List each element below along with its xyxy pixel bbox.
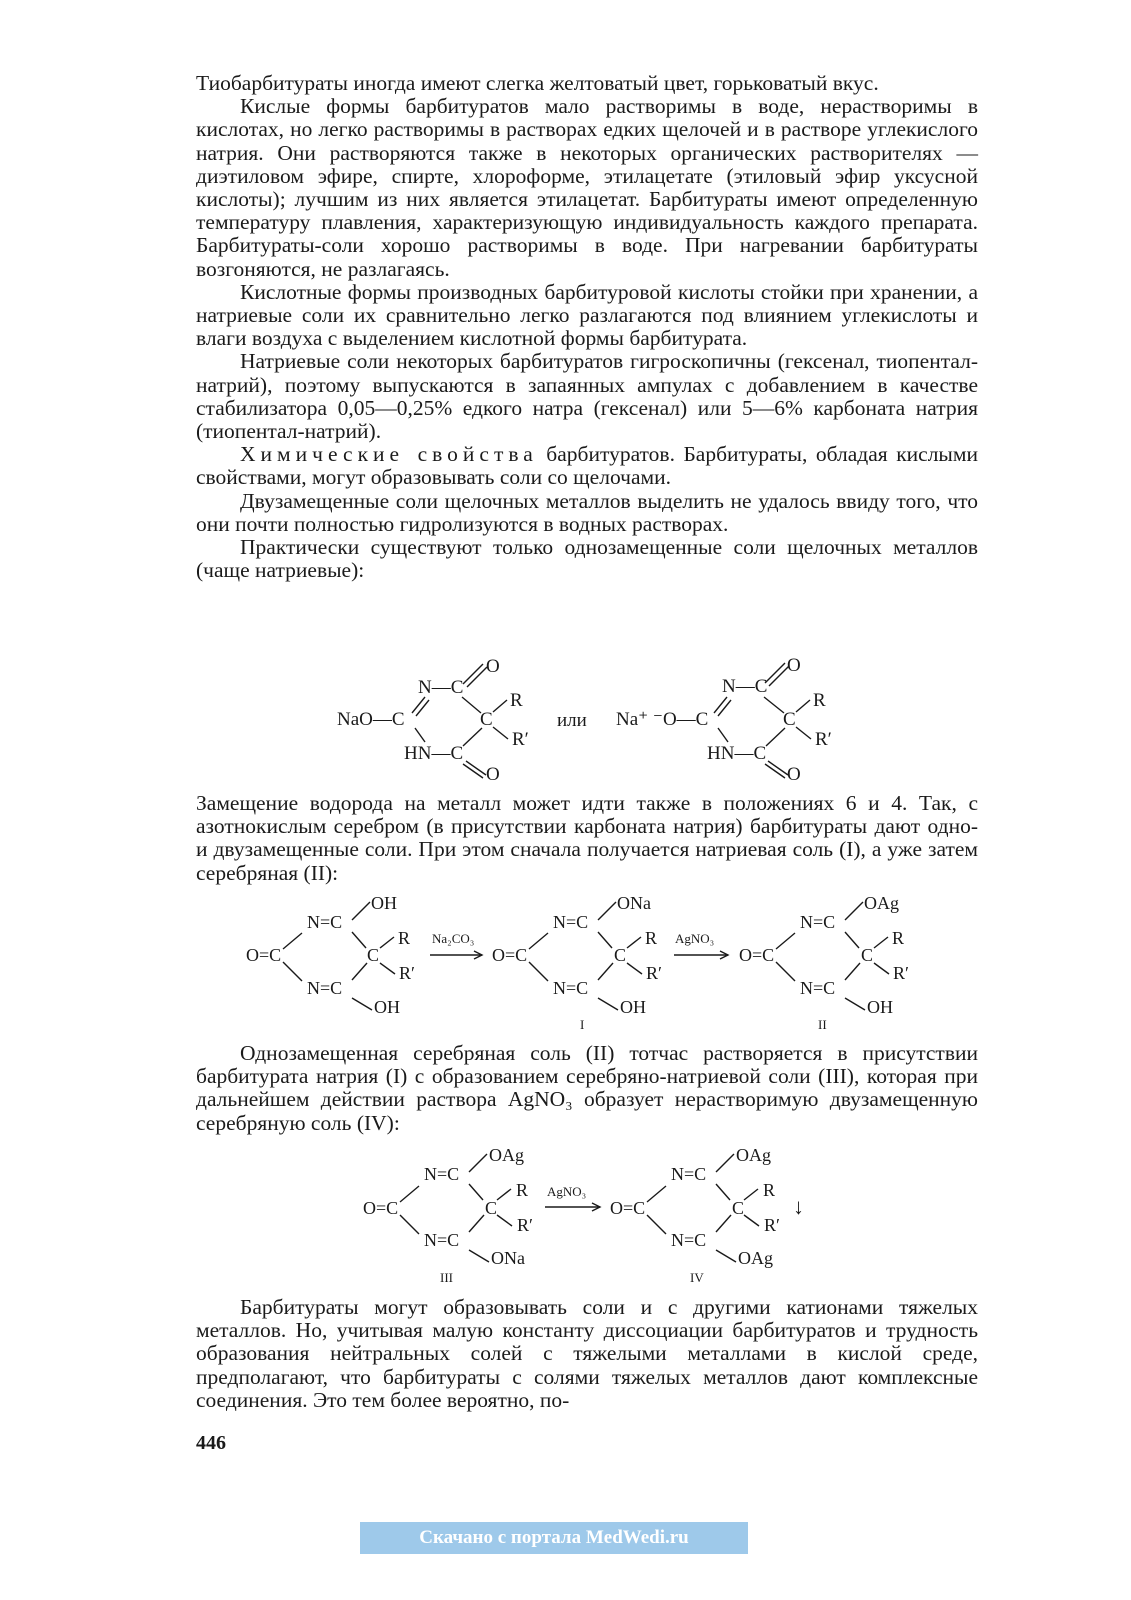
paragraph: Барбитураты могут образовывать соли и с другими катионами тяжелых металлов. Но, учитывая малую константу диссоциации барбитуратов и трудность образования нейтральных солей с тяжелыми металлами в кислой среде, предполагают, что барбитураты с солями тяжелых металлов дают комплексные соединения. Это тем более вероятно, по-	[196, 1295, 978, 1412]
formula-label: C	[783, 709, 796, 730]
formula-label: N=C	[553, 978, 589, 998]
formula-label: C	[732, 1198, 745, 1218]
formula-label: R	[892, 928, 905, 948]
formula-label: O	[787, 655, 801, 676]
reaction-reagent: Na₂CO₃	[432, 931, 475, 946]
formula-label: R′	[815, 729, 832, 750]
formula-label: OH	[867, 997, 893, 1017]
formula-label: ONa	[491, 1248, 525, 1268]
paragraph: Натриевые соли некоторых барбитуратов гигроскопичны (гексенал, тиопентал-натрий), поэтому выпускаются в запаянных ампулах с добавлением в качестве стабилизатора 0,05—0,25% едкого натра (гексенал) или 5—6% карбоната натрия (тиопентал-натрий).	[196, 349, 978, 444]
formula-label: NaO—C	[337, 709, 405, 730]
formula-label: OAg	[489, 1145, 524, 1165]
formula-label: R	[398, 928, 411, 948]
formula-label: OAg	[864, 893, 899, 913]
formula-label: O=C	[246, 945, 282, 965]
formula-label: HN—C	[404, 743, 464, 764]
formula-label: R	[516, 1180, 529, 1200]
formula-label: OH	[620, 997, 646, 1017]
formula-label: R′	[646, 963, 662, 983]
formula-label: R	[645, 928, 658, 948]
paragraph-rest: барбитуратов. Барбитураты, обладая кислыми свойствами, могут образовывать соли со щелочами.	[196, 442, 978, 490]
formula-label: N=C	[671, 1230, 707, 1250]
formula-label: C	[614, 945, 627, 965]
formula-label: R	[510, 690, 523, 711]
formula-label: O	[486, 764, 500, 785]
compound-number: III	[440, 1270, 453, 1285]
formula-label: OH	[374, 997, 400, 1017]
formula-label: ONa	[617, 893, 651, 913]
paragraph: Кислотные формы производных барбитуровой кислоты стойки при хранении, а натриевые соли их сравнительно легко разлагаются под влиянием углекислоты и влаги воздуха с выделением кислотной формы барбитурата.	[196, 279, 978, 351]
formula-label: N=C	[800, 912, 836, 932]
formula-label: R′	[399, 963, 415, 983]
formula-label: OAg	[736, 1145, 771, 1165]
formula-label: N=C	[553, 912, 589, 932]
formula-label: O	[787, 764, 801, 785]
formula-label: OAg	[738, 1248, 773, 1268]
formula-label: OH	[371, 893, 397, 913]
reaction-reagent: AgNO₃	[675, 931, 715, 946]
formula-label: N=C	[307, 912, 343, 932]
precipitate-arrow: ↓	[793, 1194, 804, 1219]
paragraph: Тиобарбитураты иногда имеют слегка желтоватый цвет, горьковатый вкус.	[196, 71, 879, 95]
formula-label: O=C	[363, 1198, 399, 1218]
formula-label: C	[367, 945, 380, 965]
formula-label: N=C	[307, 978, 343, 998]
text-block-bottom	[196, 1296, 978, 1412]
compound-number: IV	[690, 1270, 704, 1285]
formula-connector: или	[557, 710, 587, 731]
paragraph: Практически существуют только однозамещенные соли щелочных металлов (чаще натриевые):	[196, 535, 978, 583]
formula-label: O	[486, 656, 500, 677]
formula-label: R′	[764, 1215, 780, 1235]
formula-label: R′	[512, 729, 529, 750]
compound-number: II	[818, 1017, 827, 1032]
formula-label: R	[813, 690, 826, 711]
page-number: 446	[196, 1432, 226, 1454]
formula-label: R′	[517, 1215, 533, 1235]
formula-label: C	[480, 709, 493, 730]
paragraph: Двузамещенные соли щелочных металлов выделить не удалось ввиду того, что они почти полностью гидролизуются в водных растворах.	[196, 488, 978, 536]
compound-number: I	[580, 1017, 585, 1032]
formula-label: N=C	[800, 978, 836, 998]
formula-label: C	[485, 1198, 498, 1218]
formula-label: N=C	[671, 1164, 707, 1184]
formula-label: N—C	[722, 676, 768, 697]
formula-label: C	[861, 945, 874, 965]
paragraph: Замещение водорода на металл может идти также в положениях 6 и 4. Так, с азотнокислым серебром (в присутствии карбоната натрия) барбитураты дают одно- и двузамещенные соли. При этом сначала получается натриевая соль (I), а уже затем серебряная (II):	[196, 791, 978, 885]
formula-label: O=C	[492, 945, 528, 965]
paragraph: Кислые формы барбитуратов мало растворимы в воде, нерастворимы в кислотах, но легко растворимы в растворах едких щелочей и в растворе углекислого натрия. Они растворяются также в некоторых органических растворителях — диэтиловом эфире, спирте, хлороформе, этилацетате (этиловый эфир уксусной кислоты); лучшим из них является этилацетат. Барбитураты имеют определенную температуру плавления, характеризующую индивидуальность каждого препарата. Барбитураты-соли хорошо растворимы в воде. При нагревании барбитураты возгоняются, не разлагаясь.	[196, 94, 978, 281]
formula-label: Na⁺ ⁻O—C	[616, 709, 709, 730]
formula-label: R	[763, 1180, 776, 1200]
formula-label: N—C	[418, 677, 464, 698]
formula-label: O=C	[739, 945, 775, 965]
paragraph: Однозамещенная серебряная соль (II) тотчас растворяется в присутствии барбитурата натрия (I) с образованием серебряно-натриевой соли (III), которая при дальнейшем действии раствора AgNO₃ образует нерастворимую двузамещенную серебряную соль (IV):	[196, 1041, 978, 1135]
formula-label: HN—C	[707, 743, 767, 764]
formula-label: R′	[893, 963, 909, 983]
reaction-reagent: AgNO₃	[547, 1184, 587, 1199]
formula-label: N=C	[424, 1230, 460, 1250]
spaced-heading: Химические свойства	[240, 442, 538, 467]
formula-label: N=C	[424, 1164, 460, 1184]
formula-label: O=C	[610, 1198, 646, 1218]
download-banner[interactable]: Скачано с портала MedWedi.ru	[360, 1522, 748, 1554]
